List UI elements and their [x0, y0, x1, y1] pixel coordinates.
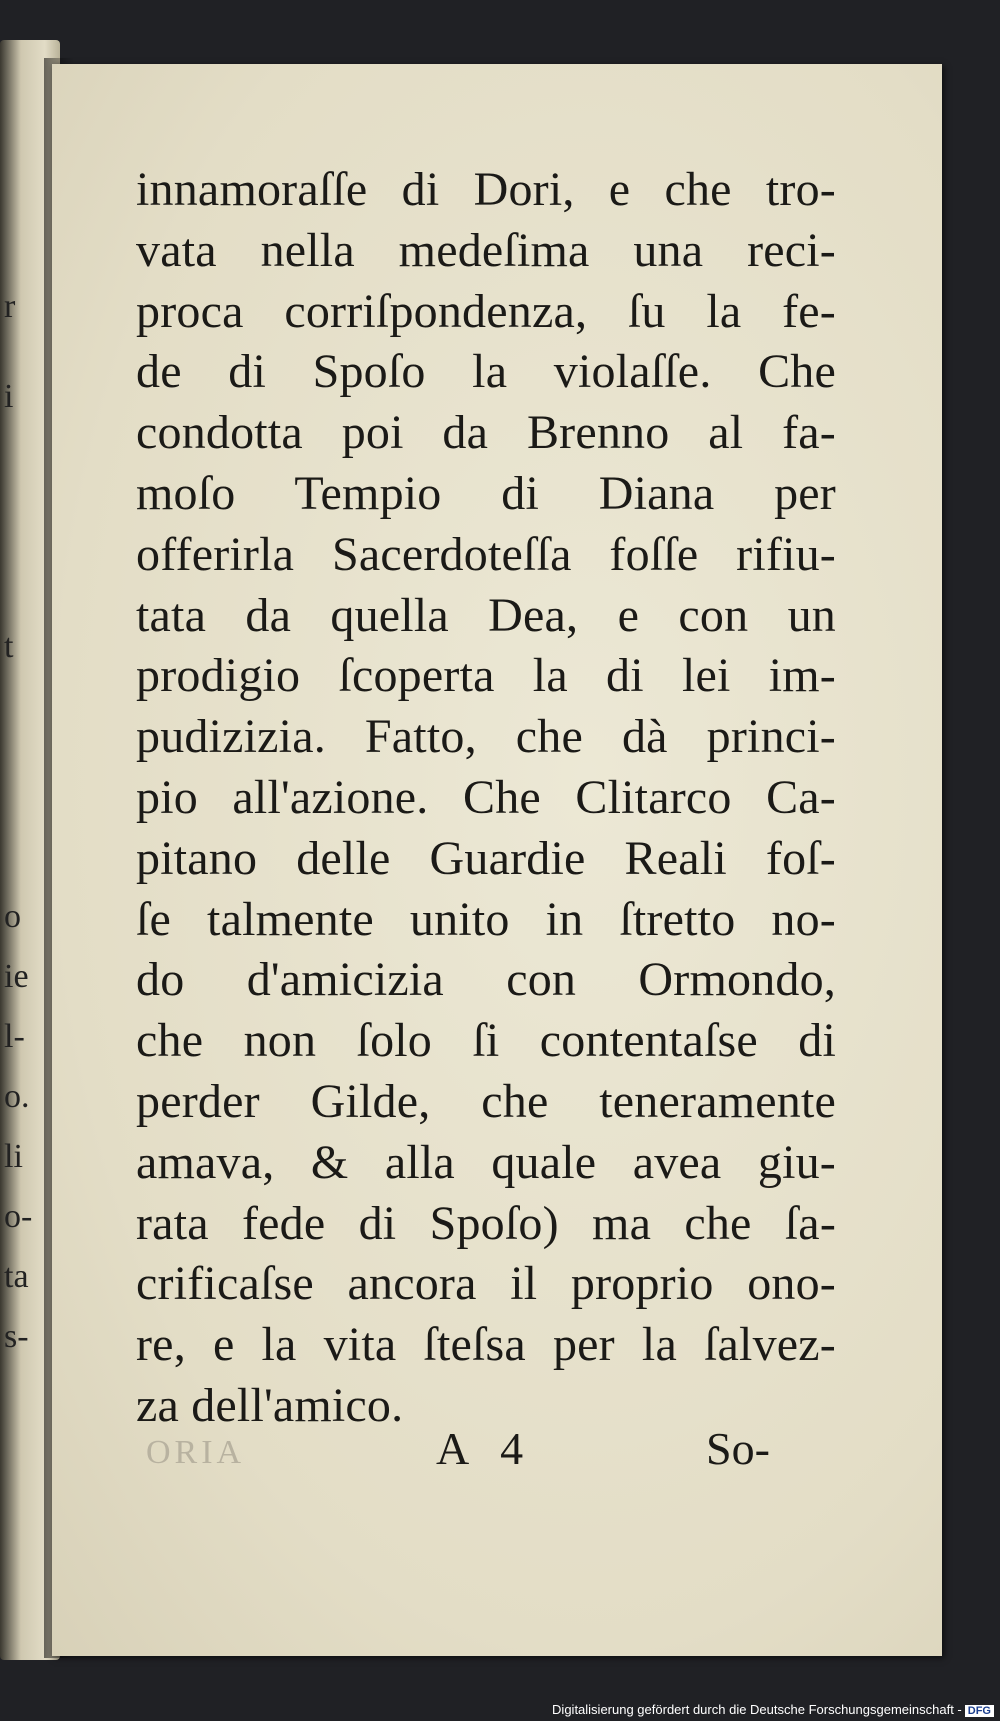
text-line-last: za dell'amico.: [136, 1378, 404, 1432]
catchword: So-: [706, 1423, 770, 1474]
text-line: de di Spoſo la violaſſe. Che: [136, 345, 836, 399]
text-line: ſe talmente unito in ſtretto no-: [136, 892, 836, 946]
digitization-credit: [552, 1702, 994, 1717]
left-page-fragment: t: [4, 628, 14, 665]
body-text: [136, 160, 836, 1437]
left-page-fragment: ie: [4, 958, 29, 995]
credit-text: Digitalisierung gefördert durch die Deutsche Forschungsgemeinschaft -: [552, 1702, 962, 1717]
left-page-fragment: o.: [4, 1078, 30, 1115]
left-page-fragment: o: [4, 898, 21, 935]
text-line: che non ſolo ſi contentaſse di: [136, 1014, 836, 1068]
text-line: moſo Tempio di Diana per: [136, 466, 836, 520]
left-page-fragment: o-: [4, 1198, 33, 1235]
text-line: vata nella medeſima una reci-: [136, 223, 836, 277]
text-line: proca corriſpondenza, ſu la fe-: [136, 284, 836, 338]
text-line: do d'amicizia con Ormondo,: [136, 953, 836, 1007]
text-line: condotta poi da Brenno al fa-: [136, 406, 836, 460]
left-page-fragment: s-: [4, 1318, 29, 1355]
text-line: innamoraſſe di Dori, e che tro-: [136, 163, 836, 216]
text-line: re, e la vita ſteſsa per la ſalvez-: [136, 1318, 836, 1372]
text-line: amava, & alla quale avea giu-: [136, 1135, 836, 1189]
left-page-fragment: i: [4, 378, 14, 415]
text-line: crificaſse ancora il proprio ono-: [136, 1257, 836, 1311]
left-page-fragment: ta: [4, 1258, 29, 1295]
show-through-text: ORIA: [146, 1434, 246, 1471]
left-page-fragment: r: [4, 288, 16, 325]
text-line: offerirla Sacerdoteſſa foſſe rifiu-: [136, 527, 836, 581]
left-page-fragment: li: [4, 1138, 23, 1175]
text-line: tata da quella Dea, e con un: [136, 588, 836, 642]
text-line: pudizizia. Fatto, che dà princi-: [136, 710, 836, 764]
text-line: prodigio ſcoperta la di lei im-: [136, 649, 836, 703]
text-line: rata fede di Spoſo) ma che ſa-: [136, 1196, 836, 1250]
text-line: perder Gilde, che teneramente: [136, 1074, 836, 1128]
text-line: pitano delle Guardie Reali foſ-: [136, 831, 836, 885]
text-line: pio all'azione. Che Clitarco Ca-: [136, 770, 836, 824]
left-page-fragment: l-: [4, 1018, 25, 1055]
dfg-logo: DFG: [965, 1705, 994, 1717]
signature-mark: A 4: [436, 1423, 524, 1474]
page-footer: [136, 1422, 786, 1482]
